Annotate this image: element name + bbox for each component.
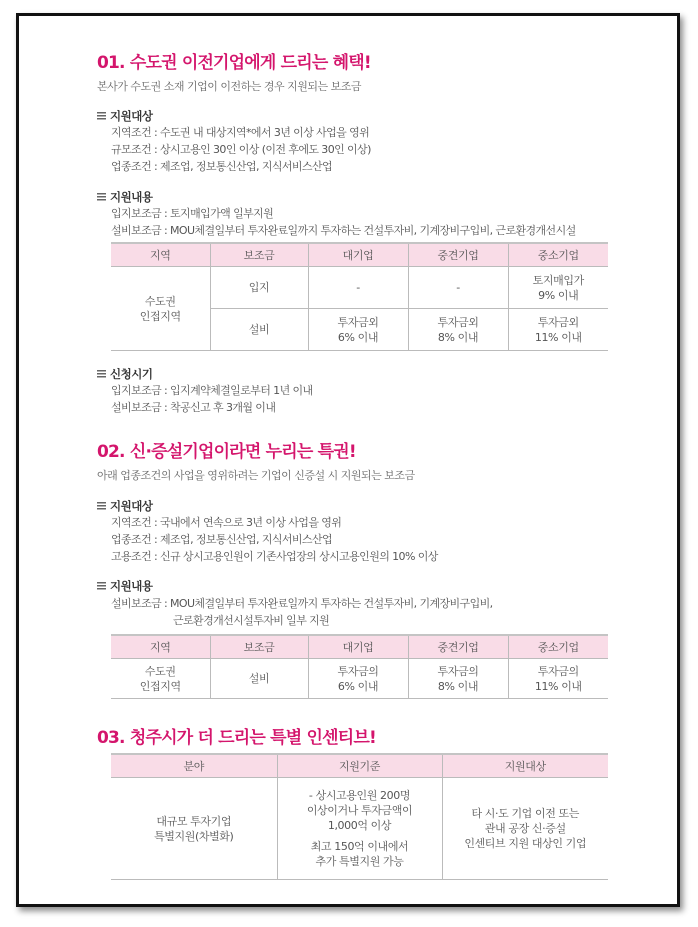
cell-text: 토지매입가 (532, 273, 584, 287)
target-line: 업종조건 : 제조업, 정보통신산업, 지식서비스산업 (111, 160, 333, 173)
apply-line: 입지보조금 : 입지계약체결일로부터 1년 이내 (111, 384, 313, 397)
cell-text: 6% 이내 (337, 679, 379, 693)
table-header: 지원기준 (277, 754, 442, 778)
table-header-row (111, 754, 608, 778)
target-line: 지역조건 : 국내에서 연속으로 3년 이상 사업을 영위 (111, 516, 342, 529)
target-cell (442, 778, 608, 880)
large-company-cell (308, 659, 408, 699)
table-header: 지원대상 (442, 754, 608, 778)
cell-text: 수도권 (144, 664, 176, 678)
table-header-row (111, 243, 608, 267)
section-2-title: 02. 신·증설기업이라면 누리는 특권! (97, 442, 356, 462)
cell-text: 9% 이내 (538, 288, 579, 302)
cell-text: 11% 이내 (534, 330, 582, 344)
cell-text: 1,000억 이상 (327, 819, 392, 832)
table-header: 대기업 (308, 635, 408, 659)
heading-label: 지원대상 (110, 109, 153, 123)
cell-text: 대규모 투자기업 (156, 814, 232, 828)
list-icon (97, 370, 106, 378)
section-3-table (111, 753, 608, 880)
section-2-target-heading (97, 498, 152, 514)
heading-label: 지원내용 (110, 190, 153, 204)
cell-text: 관내 공장 신·증설 (484, 822, 566, 835)
list-icon (97, 502, 106, 510)
target-line: 업종조건 : 제조업, 정보통신산업, 지식서비스산업 (111, 533, 333, 546)
subsidy-type-cell: 설비 (210, 659, 308, 699)
content-line: 설비보조금 : MOU체결일부터 투자완료일까지 투자하는 건설투자비, 기계장비구입비, 근로환경개선시설 (111, 224, 576, 237)
section-2-table (111, 634, 608, 699)
cell-text: 투자금의 (337, 664, 379, 678)
target-line: 지역조건 : 수도권 내 대상지역*에서 3년 이상 사업을 영위 (111, 126, 370, 139)
cell-text: 6% 이내 (337, 330, 379, 344)
section-1-content-heading (97, 189, 152, 205)
region-cell (111, 659, 210, 699)
small-company-cell (508, 309, 608, 351)
large-company-cell (308, 309, 408, 351)
cell-text: 투자금외 (337, 315, 379, 329)
table-header: 중견기업 (408, 243, 508, 267)
mid-company-cell (408, 309, 508, 351)
table-row (111, 659, 608, 699)
subsidy-type-cell: 입지 (210, 267, 308, 309)
subsidy-type-cell: 설비 (210, 309, 308, 351)
list-icon (97, 582, 106, 590)
table-header: 중소기업 (508, 635, 608, 659)
cell-text: 8% 이내 (437, 330, 479, 344)
table-header: 분야 (111, 754, 277, 778)
cell-text: 인접지역 (139, 679, 181, 693)
table-header: 지역 (111, 635, 210, 659)
table-header-row (111, 635, 608, 659)
cell-text: 최고 150억 이내에서 (310, 840, 409, 853)
field-cell (111, 778, 277, 880)
section-1-target-heading (97, 108, 152, 124)
content-line: 설비보조금 : MOU체결일부터 투자완료일까지 투자하는 건설투자비, 기계장비구입비, (111, 597, 493, 610)
cell-text: 투자금의 (537, 664, 579, 678)
table-header: 지역 (111, 243, 210, 267)
mid-company-cell: - (408, 267, 508, 309)
region-cell (111, 267, 210, 351)
cell-text: 타 시·도 기업 이전 또는 (471, 807, 580, 820)
section-1-description: 본사가 수도권 소재 기업이 이전하는 경우 지원되는 보조금 (97, 80, 361, 93)
cell-text: 투자금외 (437, 315, 479, 329)
content-line: 입지보조금 : 토지매입가액 일부지원 (111, 207, 274, 220)
cell-text: 이상이거나 투자금액이 (306, 804, 413, 817)
cell-text: 투자금외 (537, 315, 579, 329)
large-company-cell: - (308, 267, 408, 309)
small-company-cell (508, 659, 608, 699)
heading-label: 지원내용 (110, 579, 153, 593)
list-icon (97, 112, 106, 120)
cell-text: 11% 이내 (534, 679, 582, 693)
cell-text: 수도권 (144, 294, 176, 308)
cell-text: 특별지원(차별화) (154, 829, 234, 843)
mid-company-cell (408, 659, 508, 699)
heading-label: 신청시기 (110, 367, 153, 381)
small-company-cell (508, 267, 608, 309)
table-row (111, 778, 608, 880)
target-line: 규모조건 : 상시고용인 30인 이상 (이전 후에도 30인 이상) (111, 143, 371, 156)
table-row (111, 267, 608, 309)
section-1-title: 01. 수도권 이전기업에게 드리는 혜택! (97, 53, 371, 73)
table-header: 대기업 (308, 243, 408, 267)
section-2-content-heading (97, 578, 152, 594)
table-header: 중견기업 (408, 635, 508, 659)
section-1-apply-heading (97, 366, 152, 382)
apply-line: 설비보조금 : 착공신고 후 3개월 이내 (111, 401, 276, 414)
target-line: 고용조건 : 신규 상시고용인원이 기존사업장의 상시고용인원의 10% 이상 (111, 550, 438, 563)
cell-text: - 상시고용인원 200명 (308, 789, 411, 802)
table-header: 보조금 (210, 635, 308, 659)
section-3-title: 03. 청주시가 더 드리는 특별 인센티브! (97, 728, 376, 748)
cell-text: 투자금의 (437, 664, 479, 678)
section-1-table (111, 242, 608, 351)
cell-text: 8% 이내 (437, 679, 479, 693)
list-icon (97, 193, 106, 201)
criteria-cell (277, 778, 442, 880)
cell-text: 추가 특별지원 가능 (315, 855, 404, 868)
heading-label: 지원대상 (110, 499, 153, 513)
table-header: 보조금 (210, 243, 308, 267)
table-header: 중소기업 (508, 243, 608, 267)
section-2-description: 아래 업종조건의 사업을 영위하려는 기업이 신증설 시 지원되는 보조금 (97, 469, 415, 482)
cell-text: 인센티브 지원 대상인 기업 (464, 837, 587, 850)
content-line: 근로환경개선시설투자비 일부 지원 (173, 614, 330, 627)
cell-text: 인접지역 (139, 309, 181, 323)
